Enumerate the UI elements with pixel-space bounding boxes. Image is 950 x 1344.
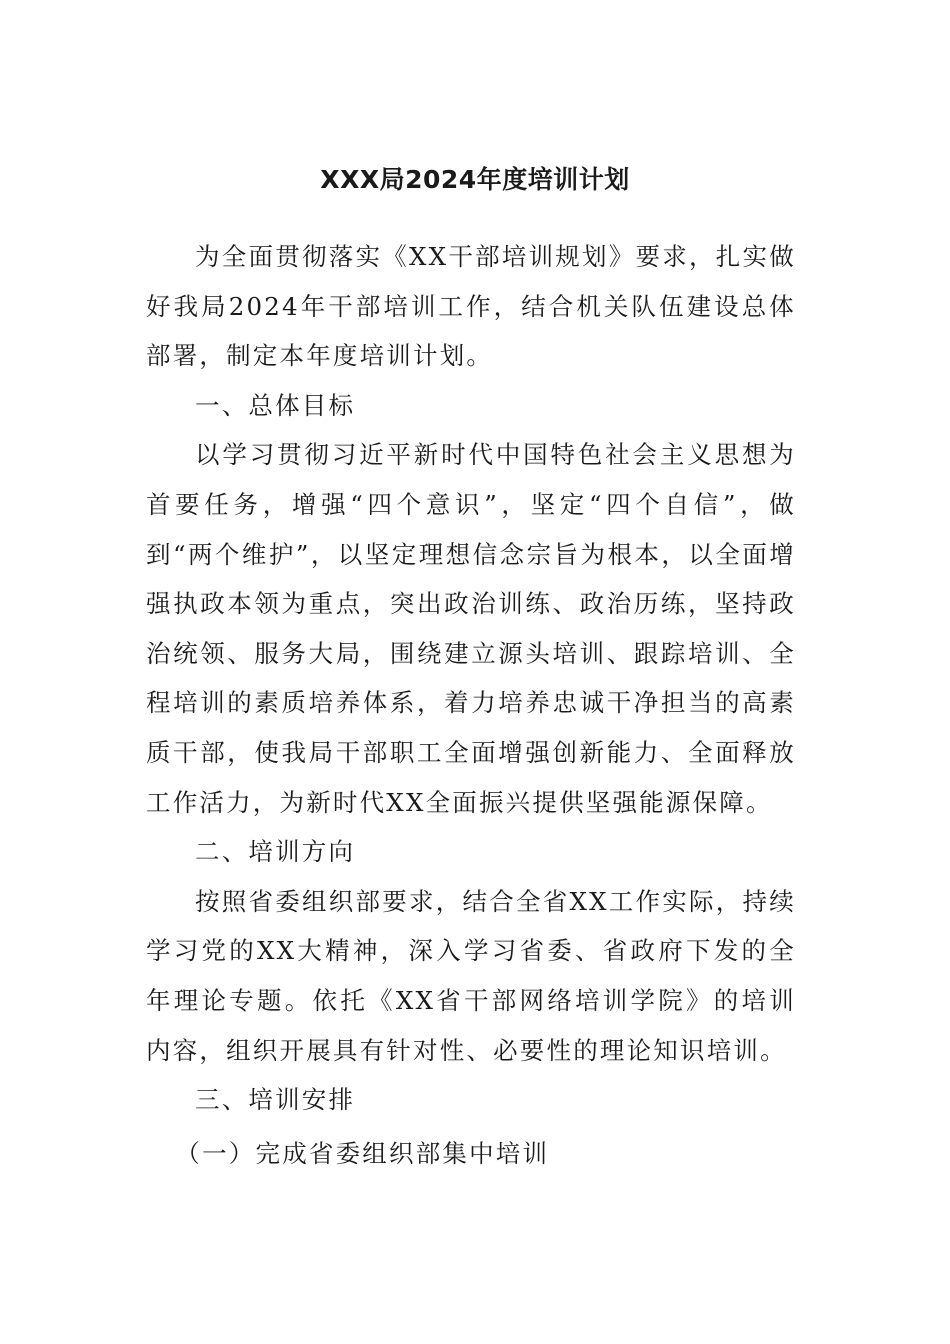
direction-paragraph: 按照省委组织部要求，结合全省XX工作实际，持续学习党的XX大精神，深入学习省委、省政府下发的全年理论专题。依托《XX省干部网络培训学院》的培训内容，组织开展具有针对性、必要性的理论知识培训。 [146,886,796,1065]
subsection-heading-centralized-training: （一）完成省委组织部集中培训 [175,1138,550,1168]
document-body [146,232,796,1178]
section-heading-direction: 二、培训方向 [195,837,356,867]
section-heading-arrangement: 三、培训安排 [195,1085,356,1115]
intro-paragraph: 为全面贯彻落实《XX干部培训规划》要求，扎实做好我局2024年干部培训工作，结合机关队伍建设总体部署，制定本年度培训计划。 [146,242,796,371]
document-title: XXX局2024年度培训计划 [320,165,630,194]
section-heading-goals: 一、总体目标 [195,390,356,420]
goals-paragraph: 以学习贯彻习近平新时代中国特色社会主义思想为首要任务，增强“四个意识”，坚定“四个自信”，做到“两个维护”，以坚定理想信念宗旨为根本，以全面增强执政本领为重点，突出政治训练、政治历练，坚持政治统领、服务大局，围绕建立源头培训、跟踪培训、全程培训的素质培养体系，着力培养忠诚干净担当的高素质干部，使我局干部职工全面增强创新能力、全面释放工作活力，为新时代XX全面振兴提供坚强能源保障。 [146,440,796,817]
